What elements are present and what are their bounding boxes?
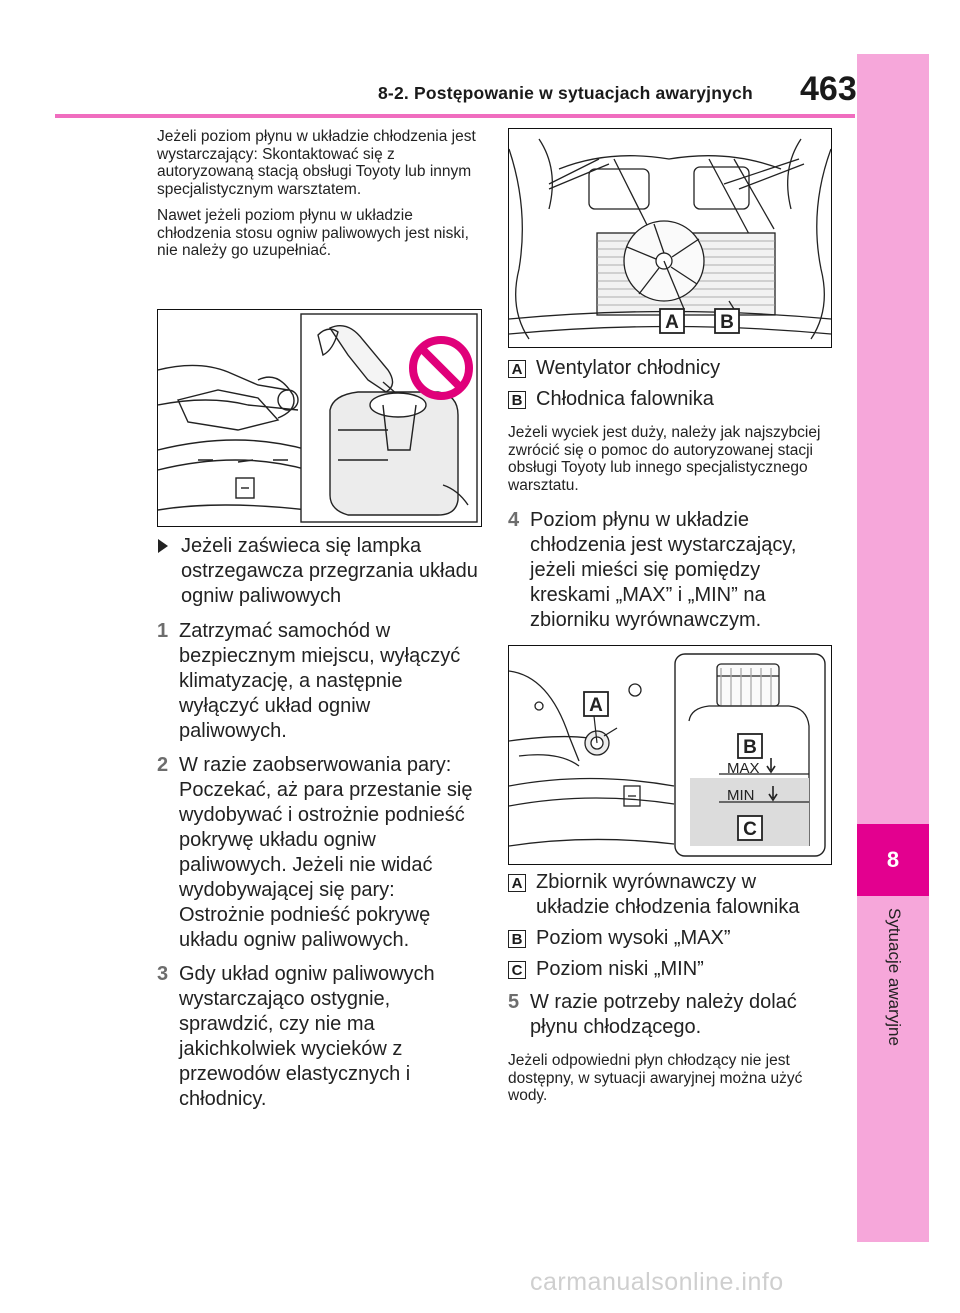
figure-bottom-label-b: B [743,737,757,758]
engine-bay-illustration [509,129,831,347]
label-b-callout [715,309,739,333]
step-text: Gdy układ ogniw paliwowych wystarczająco ostygnie, sprawdzić, czy nie ma jakichkolwiek wycieków z przewodów elastycznych i chłodnicy. [179,963,435,1110]
callout-item [508,870,830,920]
min-mark-text: MIN [727,787,755,804]
callout-text: Poziom wysoki „MAX” [536,927,731,949]
max-mark-text: MAX [727,760,760,777]
callout-item [508,957,830,982]
step-text: W razie potrzeby należy dolać płynu chłodzącego. [530,991,797,1038]
label-a-callout [584,692,608,716]
warning-bullet [157,534,479,609]
figure-top-label-b: B [720,312,734,333]
figure-no-refill [157,309,482,527]
step-text: Poziom płynu w układzie chłodzenia jest wystarczający, jeżeli mieści się pomiędzy kreskami „MAX” i „MIN” na zbiorniku wyrównawczym. [530,509,797,631]
step-number: 5 [508,991,520,1013]
step-item [508,990,830,1040]
callout-letter-badge: B [508,391,526,409]
step-text: Zatrzymać samochód w bezpiecznym miejscu, wyłączyć klimatyzację, a następnie wyłączyć układ ogniw paliwowych. [179,620,461,742]
label-b-callout [738,734,762,758]
label-a-callout [660,309,684,333]
step-text: W razie zaobserwowania pary: Poczekać, aż para przestanie się wydobywać i ostrożnie podnieść pokrywę układu ogniw paliwowych. Jeżeli nie widać wydobywającej się pary: Ostrożnie podnieść pokrywę układu ogniw paliwowych. [179,754,473,951]
step-item [157,753,479,953]
callout-text: Wentylator chłodnicy [536,357,721,379]
callout-item [508,356,830,381]
intro-note-1: Jeżeli poziom płynu w układzie chłodzenia jest wystarczający: Skontaktować się z autoryzowaną stacją obsługi Toyoty lub innym specjalistycznym warsztatem. [157,128,476,198]
step-number: 4 [508,509,520,531]
callout-letter-badge: C [508,961,526,979]
bullet-heading: Jeżeli zaświeca się lampka ostrzegawcza przegrzania układu ogniw paliwowych [181,535,478,607]
right-column-block-1 [508,356,830,642]
chapter-title: Sytuacje awaryjne [885,908,904,1046]
left-column-steps [157,534,479,1121]
intro-note-2: Nawet jeżeli poziom płynu w układzie chłodzenia stosu ogniw paliwowych jest niski, nie należy go uzupełniać. [157,207,469,259]
left-column [157,128,482,269]
right-column-block-2 [508,870,830,1114]
reservoir-illustration [509,646,831,864]
step-number: 2 [157,754,169,776]
chapter-number-badge: 8 [857,824,929,896]
callout-text: Poziom niski „MIN” [536,958,704,980]
figure-top-label-a: A [665,312,679,333]
step-item [157,619,479,744]
callout-text: Zbiornik wyrównawczy w układzie chłodzenia falownika [536,871,800,918]
step-item [157,962,479,1112]
leak-note: Jeżeli wyciek jest duży, należy jak najszybciej zwrócić się o pomoc do autoryzowanej stacji obsługi Toyoty lub innego specjalistycznego warsztatu. [508,424,821,494]
triangle-bullet-icon [157,534,181,609]
watermark: carmanualsonline.info [530,1268,784,1296]
figure-engine-bay [508,128,832,348]
chapter-title-vertical [874,908,914,1148]
step-item [508,508,830,633]
callout-letter-badge: A [508,360,526,378]
label-c-callout [738,816,762,840]
water-note: Jeżeli odpowiedni płyn chłodzący nie jest dostępny, w sytuacji awaryjnej można użyć wody. [508,1052,803,1104]
step-number: 3 [157,963,169,985]
figure-bottom-label-a: A [589,695,603,716]
step-number: 1 [157,620,169,642]
section-title: 8-2. Postępowanie w sytuacjach awaryjnych [378,83,753,103]
callout-text: Chłodnica falownika [536,388,714,410]
callout-item [508,387,830,412]
callout-letter-badge: A [508,874,526,892]
figure-bottom-label-c: C [743,819,757,840]
header-divider [55,114,855,118]
callout-letter-badge: B [508,930,526,948]
callout-item [508,926,830,951]
no-refill-illustration [158,310,481,526]
figure-reservoir [508,645,832,865]
page-number: 463 [800,70,857,108]
